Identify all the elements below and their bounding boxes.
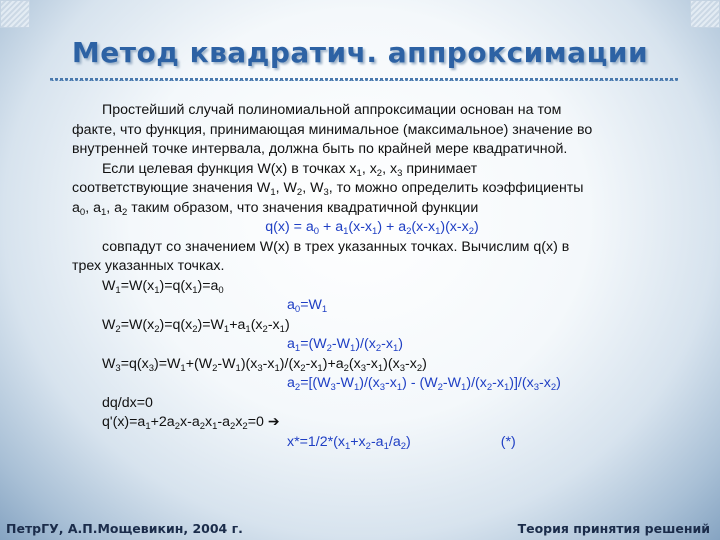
equation-w3: $W_3=q(x_3)=W_1+(W_2-W_1)(x_3-x_1)/(x_2-x_1)+a_2(x_3-x_1)(x_3-x_2)$ [102,355,427,374]
result-xstar: $x*=1/2*(x_1+x_2-a_1/a_2)$ (*) [287,433,516,452]
result-a2: $a_2=[(W_3-W_1)/(x_3-x_1) - (W_2-W_1)/(x_2-x_1)]/(x_3-x_2)$ [287,375,561,393]
text-line: $a_0$, $a_1$, $a_2$ таким образом, что значения квадратичной функции [72,199,479,218]
title-divider [50,78,678,81]
formula-q: $q(x) = a_0 + a_1(x-x_1) + a_2(x-x_1)(x-x_2)$ [265,219,479,237]
result-a1: $a_1=(W_2-W_1)/(x_2-x_1)$ [287,336,403,354]
text-line: внутренней точке интервала, должна быть по крайней мере квадратичной. [72,141,568,157]
text-line: факте, что функция, принимающая минимальное (максимальное) значение во [72,121,593,138]
equation-qprime: $q'(x)=a_1+2a_2x-a_2x_1-a_2x_2=0$ ➔ [102,414,280,432]
equation-w2: $W_2=W(x_2)=q(x_2)=W_1+a_1(x_2-x_1)$ [102,316,290,335]
footer-course: Теория принятия решений [517,521,710,536]
text-line: трех указанных точках. [72,258,225,274]
slide-title: Метод квадратич. аппроксимации [71,36,649,69]
text-line: Если целевая функция W(x) в точках $x_1$, $x_2$, $x_3$ принимает [102,160,478,179]
slide-body [72,101,672,452]
derivative-condition: dq/dx=0 [102,394,153,411]
text-line: Простейший случай полиномиальной аппроксимации основан на том [102,102,562,118]
result-a0: $a_0=W_1$ [287,297,328,315]
text-line: совпадут со значением W(x) в трех указанных точках. Вычислим q(x) в [102,238,570,255]
equation-mark: (*) [500,433,516,450]
equation-w1: $W_1=W(x_1)=q(x_1)=a_0$ [102,277,224,296]
corner-decoration-top-right [690,0,720,28]
footer-author: ПетрГУ, А.П.Мощевикин, 2004 г. [6,521,243,536]
corner-decoration-top-left [0,0,30,28]
text-line: соответствующие значения $W_1$, $W_2$, $W_3$, то можно определить коэффициенты [72,180,584,198]
